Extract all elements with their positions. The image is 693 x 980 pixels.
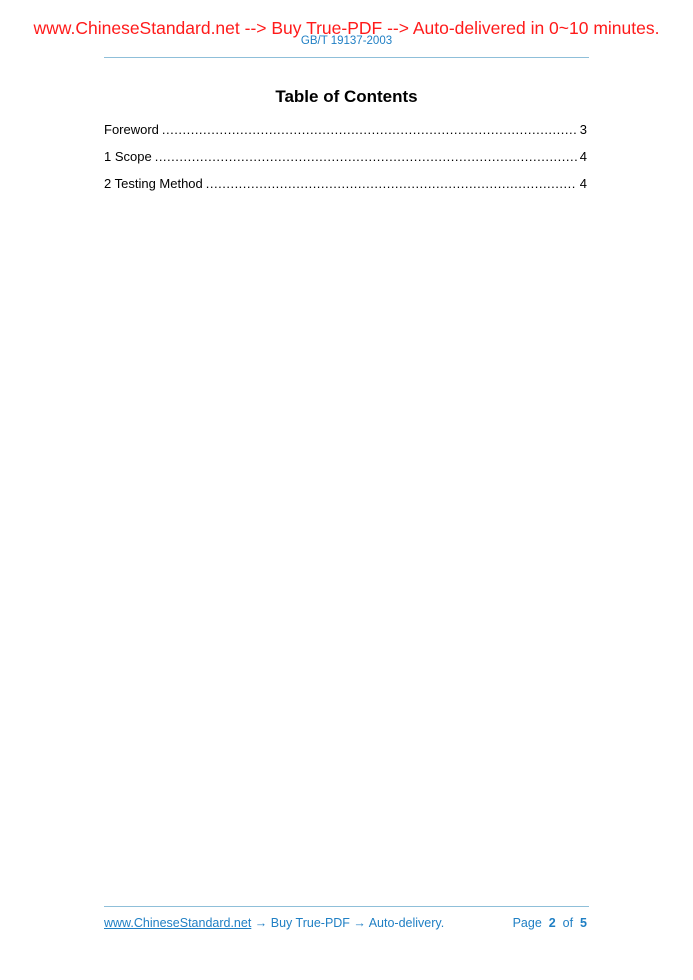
table-of-contents xyxy=(104,121,587,202)
toc-entry-label: Foreword xyxy=(104,122,159,137)
toc-entry-label: 1 Scope xyxy=(104,149,152,164)
of-word: of xyxy=(562,916,574,930)
toc-entry-label: 2 Testing Method xyxy=(104,176,203,191)
toc-dot-leader xyxy=(162,121,577,138)
toc-title: Table of Contents xyxy=(275,87,418,106)
footer-promo xyxy=(104,915,444,931)
current-page-number: 2 xyxy=(548,916,556,930)
toc-dot-leader xyxy=(155,148,577,165)
footer-divider xyxy=(104,906,589,907)
toc-entry-page: 4 xyxy=(579,176,587,191)
page-word: Page xyxy=(512,916,542,930)
page-indicator xyxy=(513,915,587,931)
toc-entry-foreword[interactable] xyxy=(104,121,587,148)
promo-banner[interactable]: www.ChineseStandard.net --> Buy True-PDF --> Auto-delivered in 0~10 minutes. xyxy=(33,18,660,38)
toc-entry-page: 4 xyxy=(579,149,587,164)
footer-tagline: → Buy True-PDF → Auto-delivery. xyxy=(251,916,445,930)
toc-entry-testing-method[interactable] xyxy=(104,175,587,202)
toc-entry-scope[interactable] xyxy=(104,148,587,175)
document-code: GB/T 19137-2003 xyxy=(300,35,393,47)
total-pages-number: 5 xyxy=(580,916,587,930)
toc-entry-page: 3 xyxy=(579,122,587,137)
header-divider xyxy=(104,57,589,58)
footer-website-link[interactable]: www.ChineseStandard.net xyxy=(104,916,252,930)
toc-dot-leader xyxy=(206,175,577,192)
